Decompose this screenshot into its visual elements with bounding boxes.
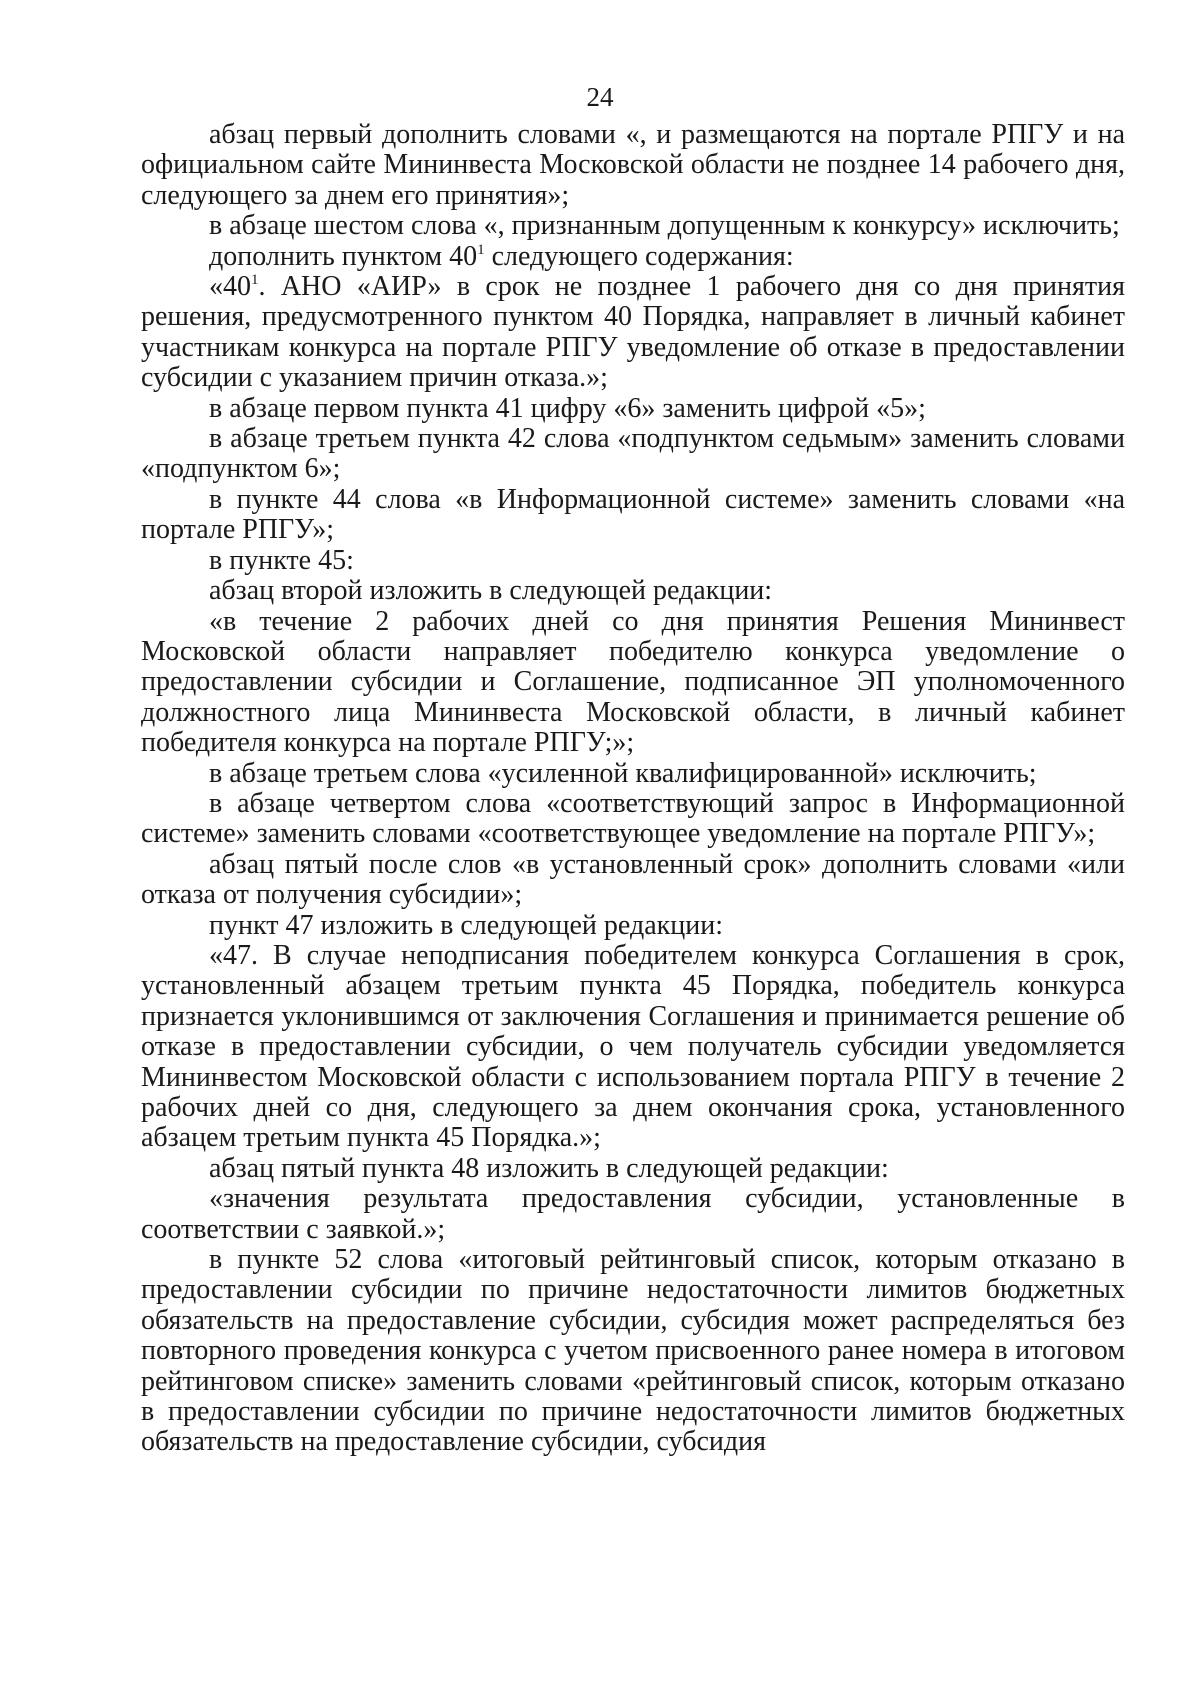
paragraph: «47. В случае неподписания победителем конкурса Соглашения в срок, установленный абзацем третьим пункта 45 Порядка, победитель конкурса признается уклонившимся от заключения Соглашения и принимается решение об отказе в предоставлении субсидии, о чем получатель субсидии уведомляется Мининвестом Московской области с использованием портала РПГУ в течение 2 рабочих дней со дня, следующего за днем окончания срока, установленного абзацем третьим пункта 45 Порядка.»; xyxy=(141,939,1125,1154)
document-body xyxy=(141,120,1125,1458)
superscript-marker: 1 xyxy=(477,241,485,258)
paragraph: в пункте 45: xyxy=(209,544,354,576)
paragraph: в абзаце третьем слова «усиленной квалифицированной» исключить; xyxy=(209,757,1037,789)
paragraph: абзац пятый после слов «в установленный срок» дополнить словами «или отказа от получения субсидии»; xyxy=(141,848,1125,911)
paragraph: дополнить пунктом $40^1$ следующего содержания: xyxy=(209,240,794,272)
paragraph: в абзаце четвертом слова «соответствующий запрос в Информационной системе» заменить словами «соответствующее уведомление на портале РПГУ»; xyxy=(141,787,1125,850)
paragraph: пункт 47 изложить в следующей редакции: xyxy=(209,909,723,941)
paragraph: в абзаце шестом слова «, признанным допущенным к конкурсу» исключить; xyxy=(209,210,1120,242)
paragraph: в абзаце третьем пункта 42 слова «подпунктом седьмым» заменить словами «подпунктом 6»; xyxy=(141,423,1125,485)
page-number: 24 xyxy=(586,82,614,112)
paragraph: «$40^1$. АНО «АИР» в срок не позднее 1 рабочего дня со дня принятия решения, предусмотренного пунктом 40 Порядка, направляет в личный кабинет участникам конкурса на портале РПГУ уведомление об отказе в предоставлении субсидии с указанием причин отказа.»; xyxy=(141,271,1125,394)
paragraph: абзац первый дополнить словами «, и размещаются на портале РПГУ и на официальном сайте Мининвеста Московской области не позднее 14 рабочего дня, следующего за днем его принятия»; xyxy=(141,119,1125,211)
paragraph: в пункте 44 слова «в Информационной системе» заменить словами «на портале РПГУ»; xyxy=(141,483,1125,546)
superscript-marker: 1 xyxy=(251,272,259,289)
paragraph: в абзаце первом пункта 41 цифру «6» заменить цифрой «5»; xyxy=(209,392,926,424)
paragraph: в пункте 52 слова «итоговый рейтинговый список, которым отказано в предоставлении субсидии по причине недостаточности лимитов бюджетных обязательств на предоставление субсидии, субсидия может распределяться без повторного проведения конкурса с учетом присвоенного ранее номера в итоговом рейтинговом списке» заменить словами «рейтинговый список, которым отказано в предоставлении субсидии по причине недостаточности лимитов бюджетных обязательств на предоставление субсидии, субсидия xyxy=(141,1244,1125,1458)
paragraph: «в течение 2 рабочих дней со дня принятия Решения Мининвест Московской области направляет победителю конкурса уведомление о предоставлении субсидии и Соглашение, подписанное ЭП уполномоченного должностного лица Мининвеста Московской области, в личный кабинет победителя конкурса на портале РПГУ;»; xyxy=(141,605,1125,759)
paragraph: «значения результата предоставления субсидии, установленные в соответствии с заявкой.»; xyxy=(141,1183,1125,1245)
paragraph: абзац пятый пункта 48 изложить в следующей редакции: xyxy=(209,1152,889,1184)
paragraph: абзац второй изложить в следующей редакции: xyxy=(209,575,773,607)
